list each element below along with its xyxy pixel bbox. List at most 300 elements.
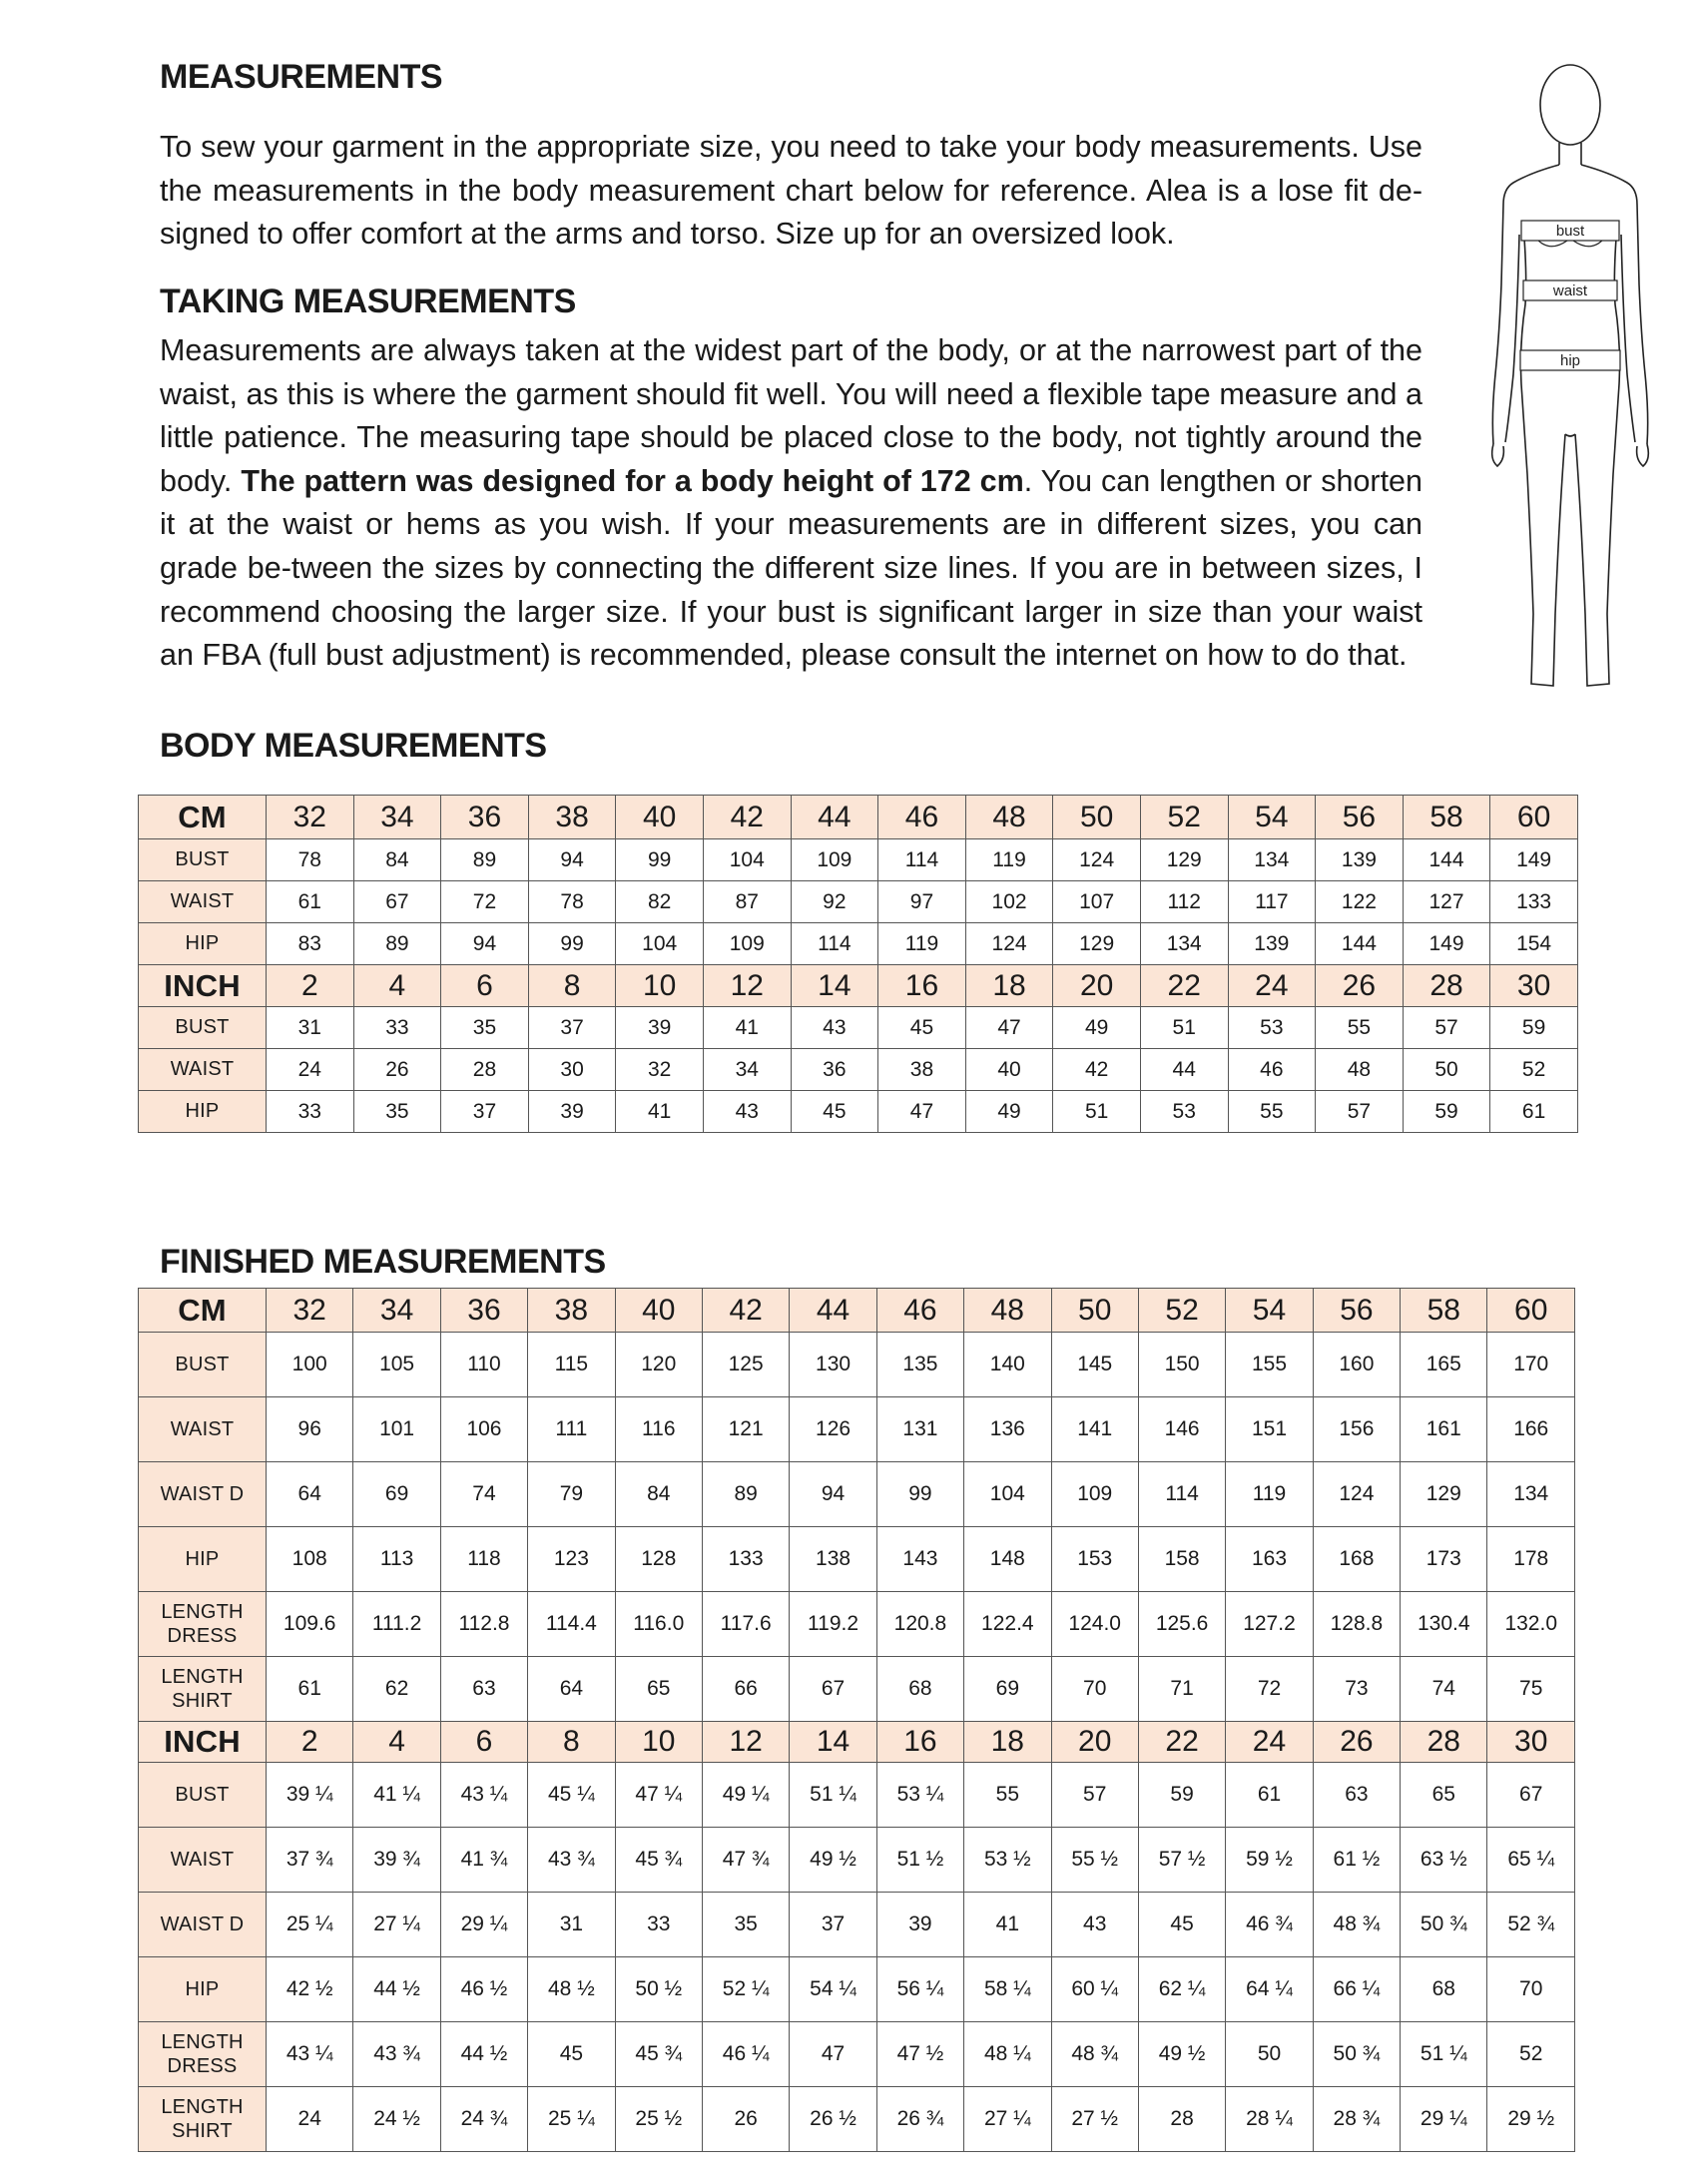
unit-label-cell: INCH [139,965,267,1007]
value-cell: 46 [1228,1049,1316,1091]
measurement-label-cell: BUST [139,839,267,881]
size-cell: 28 [1403,965,1490,1007]
figure-bust-label: bust [1555,223,1585,240]
value-cell: 24 ½ [353,2087,440,2152]
measurement-label-cell: BUST [139,1333,267,1397]
value-cell: 52 [1487,2022,1575,2087]
value-cell: 106 [440,1397,527,1462]
measurement-label-cell: BUST [139,1007,267,1049]
value-cell: 73 [1313,1657,1400,1722]
value-cell: 122 [1316,881,1404,923]
value-cell: 139 [1228,923,1316,965]
size-cell: 50 [1051,1289,1138,1333]
value-cell: 45 ¾ [615,1828,702,1893]
value-cell: 31 [528,1893,615,1957]
value-cell: 31 [267,1007,354,1049]
value-cell: 84 [615,1462,702,1527]
value-cell: 165 [1401,1333,1487,1397]
value-cell: 27 ½ [1051,2087,1138,2152]
value-cell: 42 [1053,1049,1141,1091]
measurement-label-cell: LENGTH DRESS [139,2022,267,2087]
value-cell: 178 [1487,1527,1575,1592]
measurement-row [139,1957,1575,2022]
value-cell: 119.2 [790,1592,876,1657]
value-cell: 49 ¼ [702,1763,789,1828]
value-cell: 47 [790,2022,876,2087]
value-cell: 72 [1226,1657,1313,1722]
size-cell: 60 [1490,796,1578,839]
value-cell: 104 [616,923,704,965]
value-cell: 143 [876,1527,963,1592]
size-cell: 2 [267,1722,353,1763]
measurement-label-cell: WAIST [139,881,267,923]
value-cell: 62 [353,1657,440,1722]
value-cell: 51 [1140,1007,1228,1049]
size-cell: 14 [790,1722,876,1763]
size-cell: 10 [615,1722,702,1763]
value-cell: 47 [965,1007,1053,1049]
value-cell: 70 [1051,1657,1138,1722]
value-cell: 61 [267,881,354,923]
value-cell: 66 [702,1657,789,1722]
value-cell: 166 [1487,1397,1575,1462]
value-cell: 59 [1403,1091,1490,1133]
value-cell: 87 [703,881,791,923]
value-cell: 125.6 [1138,1592,1225,1657]
value-cell: 170 [1487,1333,1575,1397]
value-cell: 120.8 [876,1592,963,1657]
size-cell: 30 [1487,1722,1575,1763]
size-cell: 10 [616,965,704,1007]
value-cell: 38 [878,1049,966,1091]
value-cell: 41 [964,1893,1051,1957]
value-cell: 53 [1140,1091,1228,1133]
size-cell: 8 [528,965,616,1007]
value-cell: 69 [353,1462,440,1527]
size-header-row [139,965,1578,1007]
value-cell: 127.2 [1226,1592,1313,1657]
value-cell: 35 [353,1091,441,1133]
value-cell: 34 [703,1049,791,1091]
value-cell: 136 [964,1397,1051,1462]
value-cell: 128.8 [1313,1592,1400,1657]
value-cell: 44 ½ [353,1957,440,2022]
value-cell: 65 [615,1657,702,1722]
value-cell: 43 [703,1091,791,1133]
value-cell: 121 [702,1397,789,1462]
value-cell: 59 [1490,1007,1578,1049]
value-cell: 47 ½ [876,2022,963,2087]
value-cell: 126 [790,1397,876,1462]
size-cell: 52 [1140,796,1228,839]
size-cell: 4 [353,965,441,1007]
unit-label-cell: CM [139,796,267,839]
body-measurements-heading: BODY MEASUREMENTS [160,727,547,765]
value-cell: 28 [1138,2087,1225,2152]
size-cell: 6 [440,1722,527,1763]
measurement-row [139,1527,1575,1592]
value-cell: 46 ¼ [702,2022,789,2087]
value-cell: 112.8 [440,1592,527,1657]
value-cell: 53 ¼ [876,1763,963,1828]
value-cell: 138 [790,1527,876,1592]
finished-measurements-table [138,1288,1575,2152]
value-cell: 109 [791,839,878,881]
measurements-heading: MEASUREMENTS [160,58,443,96]
measurement-label-cell: HIP [139,923,267,965]
value-cell: 108 [267,1527,353,1592]
value-cell: 46 ¾ [1226,1893,1313,1957]
value-cell: 25 ½ [615,2087,702,2152]
value-cell: 54 ¼ [790,1957,876,2022]
size-cell: 22 [1138,1722,1225,1763]
measurement-row [139,2087,1575,2152]
value-cell: 104 [964,1462,1051,1527]
value-cell: 43 ¾ [353,2022,440,2087]
value-cell: 78 [528,881,616,923]
value-cell: 119 [965,839,1053,881]
value-cell: 24 ¾ [440,2087,527,2152]
value-cell: 112 [1140,881,1228,923]
measurement-row [139,1462,1575,1527]
value-cell: 74 [440,1462,527,1527]
size-cell: 34 [353,796,441,839]
value-cell: 135 [876,1333,963,1397]
measurement-row [139,1763,1575,1828]
value-cell: 41 [703,1007,791,1049]
value-cell: 84 [353,839,441,881]
value-cell: 131 [876,1397,963,1462]
size-cell: 24 [1228,965,1316,1007]
value-cell: 26 [702,2087,789,2152]
measurement-label-cell: WAIST [139,1397,267,1462]
value-cell: 146 [1138,1397,1225,1462]
size-cell: 20 [1053,965,1141,1007]
value-cell: 145 [1051,1333,1138,1397]
value-cell: 47 ¾ [702,1828,789,1893]
size-cell: 54 [1228,796,1316,839]
size-cell: 14 [791,965,878,1007]
value-cell: 24 [267,2087,353,2152]
measurement-label-cell: WAIST [139,1049,267,1091]
value-cell: 109 [703,923,791,965]
value-cell: 24 [267,1049,354,1091]
value-cell: 48 ¼ [964,2022,1051,2087]
value-cell: 33 [615,1893,702,1957]
value-cell: 113 [353,1527,440,1592]
value-cell: 41 ¾ [440,1828,527,1893]
value-cell: 110 [440,1333,527,1397]
value-cell: 70 [1487,1957,1575,2022]
value-cell: 119 [1226,1462,1313,1527]
size-header-row [139,796,1578,839]
value-cell: 29 ½ [1487,2087,1575,2152]
value-cell: 128 [615,1527,702,1592]
value-cell: 96 [267,1397,353,1462]
value-cell: 67 [353,881,441,923]
value-cell: 26 [353,1049,441,1091]
measurement-label-cell: HIP [139,1957,267,2022]
measurement-label-cell: WAIST D [139,1893,267,1957]
value-cell: 63 [1313,1763,1400,1828]
value-cell: 94 [528,839,616,881]
size-cell: 58 [1403,796,1490,839]
taking-measurements-paragraph [160,329,1422,678]
value-cell: 51 ¼ [790,1763,876,1828]
size-cell: 54 [1226,1289,1313,1333]
value-cell: 123 [528,1527,615,1592]
value-cell: 49 ½ [790,1828,876,1893]
value-cell: 109.6 [267,1592,353,1657]
size-cell: 6 [441,965,529,1007]
value-cell: 114.4 [528,1592,615,1657]
value-cell: 47 [878,1091,966,1133]
value-cell: 37 ¾ [267,1828,353,1893]
size-cell: 16 [878,965,966,1007]
size-cell: 60 [1487,1289,1575,1333]
value-cell: 129 [1140,839,1228,881]
value-cell: 30 [528,1049,616,1091]
value-cell: 97 [878,881,966,923]
size-cell: 42 [702,1289,789,1333]
size-cell: 40 [615,1289,702,1333]
value-cell: 105 [353,1333,440,1397]
value-cell: 89 [702,1462,789,1527]
value-cell: 149 [1490,839,1578,881]
value-cell: 68 [876,1657,963,1722]
value-cell: 158 [1138,1527,1225,1592]
intro-paragraph: To sew your garment in the appropriate size, you need to take your body measurements. Use the measurements in the body measurement chart below for reference. Alea is a lose fit de-signed to offer comfort at the arms and torso. Size up for an oversized look. [160,130,1422,252]
value-cell: 133 [702,1527,789,1592]
value-cell: 82 [616,881,704,923]
value-cell: 45 ¼ [528,1763,615,1828]
size-cell: 20 [1051,1722,1138,1763]
value-cell: 51 ¼ [1401,2022,1487,2087]
measurement-row [139,1397,1575,1462]
value-cell: 57 [1316,1091,1404,1133]
value-cell: 161 [1401,1397,1487,1462]
size-cell: 30 [1490,965,1578,1007]
figure-hip-label: hip [1559,352,1581,369]
value-cell: 37 [441,1091,529,1133]
size-cell: 16 [876,1722,963,1763]
value-cell: 45 [791,1091,878,1133]
value-cell: 124 [1053,839,1141,881]
value-cell: 61 ½ [1313,1828,1400,1893]
body-measurement-figure-icon [1475,55,1665,704]
size-cell: 34 [353,1289,440,1333]
value-cell: 59 ½ [1226,1828,1313,1893]
value-cell: 46 ½ [440,1957,527,2022]
value-cell: 61 [267,1657,353,1722]
measurement-label-cell: LENGTH SHIRT [139,2087,267,2152]
value-cell: 57 ½ [1138,1828,1225,1893]
value-cell: 89 [353,923,441,965]
value-cell: 92 [791,881,878,923]
value-cell: 65 [1401,1763,1487,1828]
value-cell: 52 ¼ [702,1957,789,2022]
value-cell: 163 [1226,1527,1313,1592]
value-cell: 55 [1228,1091,1316,1133]
value-cell: 129 [1401,1462,1487,1527]
size-cell: 36 [441,796,529,839]
value-cell: 117.6 [702,1592,789,1657]
value-cell: 55 ½ [1051,1828,1138,1893]
value-cell: 154 [1490,923,1578,965]
value-cell: 44 [1140,1049,1228,1091]
value-cell: 118 [440,1527,527,1592]
value-cell: 44 ½ [440,2022,527,2087]
value-cell: 134 [1487,1462,1575,1527]
measurement-row [139,1049,1578,1091]
size-cell: 52 [1138,1289,1225,1333]
value-cell: 115 [528,1333,615,1397]
value-cell: 45 [1138,1893,1225,1957]
value-cell: 25 ¼ [528,2087,615,2152]
value-cell: 43 [791,1007,878,1049]
value-cell: 43 ¼ [267,2022,353,2087]
value-cell: 35 [702,1893,789,1957]
measurement-row [139,1007,1578,1049]
value-cell: 61 [1490,1091,1578,1133]
value-cell: 151 [1226,1397,1313,1462]
value-cell: 125 [702,1333,789,1397]
value-cell: 66 ¼ [1313,1957,1400,2022]
value-cell: 99 [616,839,704,881]
value-cell: 99 [876,1462,963,1527]
value-cell: 127 [1403,881,1490,923]
value-cell: 150 [1138,1333,1225,1397]
finished-measurements-heading: FINISHED MEASUREMENTS [160,1243,606,1281]
size-cell: 22 [1140,965,1228,1007]
value-cell: 33 [353,1007,441,1049]
value-cell: 59 [1138,1763,1225,1828]
value-cell: 26 ¾ [876,2087,963,2152]
value-cell: 39 ¼ [267,1763,353,1828]
value-cell: 50 ¾ [1401,1893,1487,1957]
value-cell: 43 ¾ [528,1828,615,1893]
value-cell: 79 [528,1462,615,1527]
value-cell: 39 [528,1091,616,1133]
value-cell: 49 [965,1091,1053,1133]
measurement-label-cell: WAIST D [139,1462,267,1527]
value-cell: 124 [965,923,1053,965]
size-cell: 46 [878,796,966,839]
value-cell: 130.4 [1401,1592,1487,1657]
value-cell: 117 [1228,881,1316,923]
value-cell: 111 [528,1397,615,1462]
value-cell: 25 ¼ [267,1893,353,1957]
value-cell: 35 [441,1007,529,1049]
value-cell: 114 [1138,1462,1225,1527]
value-cell: 75 [1487,1657,1575,1722]
value-cell: 33 [267,1091,354,1133]
value-cell: 50 ¾ [1313,2022,1400,2087]
value-cell: 45 [528,2022,615,2087]
value-cell: 94 [790,1462,876,1527]
taking-text-part2: . You can lengthen or shorten it at the waist or hems as you wish. If your measurements are in different sizes, you can grade be-tween the sizes by connecting the different size lines. If you are in between sizes, I recommend choosing the larger size. If your bust is significant larger in size than your waist an FBA (full bust adjustment) is recommended, please consult the internet on how to do that. [160,463,1422,673]
value-cell: 36 [791,1049,878,1091]
value-cell: 120 [615,1333,702,1397]
value-cell: 29 ¼ [440,1893,527,1957]
size-cell: 44 [791,796,878,839]
value-cell: 51 ½ [876,1828,963,1893]
value-cell: 37 [790,1893,876,1957]
value-cell: 99 [528,923,616,965]
value-cell: 64 [267,1462,353,1527]
value-cell: 132.0 [1487,1592,1575,1657]
value-cell: 104 [703,839,791,881]
size-cell: 24 [1226,1722,1313,1763]
value-cell: 64 ¼ [1226,1957,1313,2022]
value-cell: 111.2 [353,1592,440,1657]
value-cell: 67 [1487,1763,1575,1828]
value-cell: 53 [1228,1007,1316,1049]
size-cell: 28 [1401,1722,1487,1763]
value-cell: 148 [964,1527,1051,1592]
value-cell: 41 ¼ [353,1763,440,1828]
value-cell: 119 [878,923,966,965]
value-cell: 109 [1051,1462,1138,1527]
value-cell: 42 ½ [267,1957,353,2022]
value-cell: 48 ½ [528,1957,615,2022]
value-cell: 134 [1228,839,1316,881]
measurement-row [139,2022,1575,2087]
value-cell: 57 [1051,1763,1138,1828]
body-height-note: The pattern was designed for a body height of 172 cm [241,463,1024,498]
size-cell: 44 [790,1289,876,1333]
value-cell: 48 ¾ [1051,2022,1138,2087]
value-cell: 28 [441,1049,529,1091]
value-cell: 83 [267,923,354,965]
measurement-label-cell: HIP [139,1091,267,1133]
value-cell: 160 [1313,1333,1400,1397]
measurement-label-cell: LENGTH DRESS [139,1592,267,1657]
value-cell: 122.4 [964,1592,1051,1657]
value-cell: 32 [616,1049,704,1091]
value-cell: 94 [441,923,529,965]
value-cell: 26 ½ [790,2087,876,2152]
value-cell: 64 [528,1657,615,1722]
measurement-row [139,1828,1575,1893]
value-cell: 27 ¼ [964,2087,1051,2152]
value-cell: 29 ¼ [1401,2087,1487,2152]
unit-label-cell: CM [139,1289,267,1333]
size-cell: 58 [1401,1289,1487,1333]
size-cell: 50 [1053,796,1141,839]
value-cell: 50 [1403,1049,1490,1091]
value-cell: 100 [267,1333,353,1397]
value-cell: 114 [791,923,878,965]
measurement-row [139,1893,1575,1957]
value-cell: 116 [615,1397,702,1462]
value-cell: 28 ¼ [1226,2087,1313,2152]
value-cell: 114 [878,839,966,881]
value-cell: 49 [1053,1007,1141,1049]
value-cell: 101 [353,1397,440,1462]
value-cell: 144 [1403,839,1490,881]
size-cell: 32 [267,796,354,839]
taking-measurements-heading: TAKING MEASUREMENTS [160,282,576,320]
measurement-label-cell: HIP [139,1527,267,1592]
value-cell: 48 [1316,1049,1404,1091]
measurement-row [139,1091,1578,1133]
value-cell: 58 ¼ [964,1957,1051,2022]
size-cell: 40 [616,796,704,839]
value-cell: 27 ¼ [353,1893,440,1957]
value-cell: 67 [790,1657,876,1722]
size-header-row [139,1722,1575,1763]
